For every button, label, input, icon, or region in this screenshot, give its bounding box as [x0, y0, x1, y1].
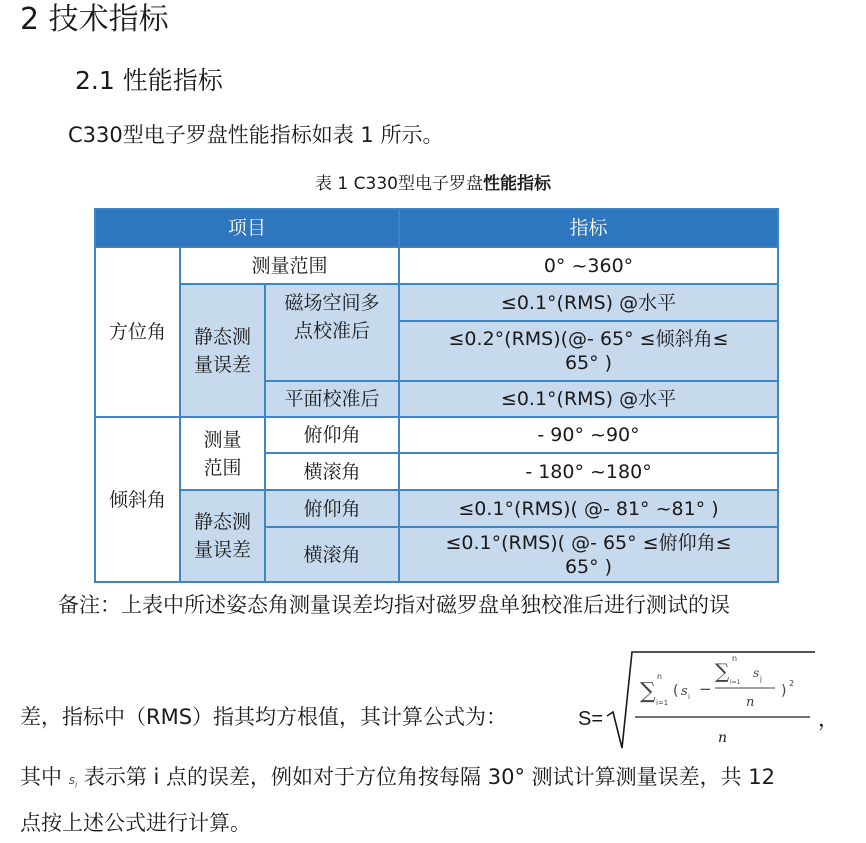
table-row: [95, 417, 778, 453]
si-subscript: i: [74, 780, 78, 790]
formula-comma: ，: [818, 707, 839, 731]
radical-sign: [607, 652, 815, 748]
tilt-error-label: 静态测量误差: [180, 490, 265, 582]
tilt-range-label: 测量范围: [180, 417, 265, 490]
subsection-heading: 2.1 性能指标: [75, 66, 223, 95]
var-s: s: [681, 684, 688, 699]
rms-formula: [578, 648, 820, 753]
open-paren: (: [673, 683, 679, 699]
minus-sign: −: [699, 680, 712, 698]
inner-sum-lower: i=1: [730, 679, 741, 686]
tilt-pitch-error-label: 俯仰角: [265, 490, 399, 527]
tilt-roll-error-label: 横滚角: [265, 527, 399, 582]
si-symbol: [68, 773, 78, 790]
outer-sum-lower: i=1: [656, 699, 669, 707]
var-s-sub: i: [688, 693, 690, 701]
table-row: [95, 284, 778, 321]
azimuth-multipoint-label: 磁场空间多点校准后: [265, 284, 399, 381]
table-caption: [0, 171, 866, 197]
inner-var-s: s: [753, 666, 760, 680]
line3-prefix: 其中: [20, 765, 62, 789]
inner-denominator: n: [746, 695, 755, 710]
tilt-roll-range: - 180° ~180°: [399, 453, 778, 490]
azimuth-multipoint-value-a: ≤0.1°(RMS) @水平: [399, 284, 778, 321]
explanation-line-end: 点按上述公式进行计算。: [20, 811, 251, 835]
table-header-row: [95, 209, 778, 247]
azimuth-range-label: 测量范围: [180, 247, 399, 284]
caption-bold: 性能指标: [482, 174, 551, 194]
tilt-group-cell: 倾斜角: [95, 417, 180, 582]
inner-sum-upper: n: [732, 654, 738, 663]
line3-suffix: 表示第 i 点的误差，例如对于方位角按每隔 30° 测试计算测量误差，共 12: [83, 765, 776, 789]
tilt-roll-error: ≤0.1°(RMS)( @- 65° ≤俯仰角≤ 65° ): [399, 527, 778, 582]
table-row: [95, 490, 778, 527]
tilt-pitch-label: 俯仰角: [265, 417, 399, 453]
square-exponent: 2: [789, 679, 795, 688]
formula-lhs: S=: [578, 708, 604, 730]
azimuth-plane-value: ≤0.1°(RMS) @水平: [399, 381, 778, 417]
note-line-1: 备注：上表中所述姿态角测量误差均指对磁罗盘单独校准后进行测试的误: [58, 593, 730, 617]
intro-paragraph: C330型电子罗盘性能指标如表 1 所示。: [68, 123, 444, 147]
azimuth-range-value: 0° ~360°: [399, 247, 778, 284]
inner-var-s-sub: j: [760, 675, 762, 683]
azimuth-multipoint-value-b: ≤0.2°(RMS)(@- 65° ≤倾斜角≤ 65° ): [399, 321, 778, 381]
spec-table: [94, 208, 779, 583]
azimuth-error-label: 静态测量误差: [180, 284, 265, 417]
explanation-line: [20, 760, 775, 802]
header-spec: 指标: [399, 209, 778, 247]
azimuth-plane-label: 平面校准后: [265, 381, 399, 417]
table-row: [95, 247, 778, 284]
header-item: 项目: [95, 209, 399, 247]
tilt-pitch-range: - 90° ~90°: [399, 417, 778, 453]
tilt-roll-label: 横滚角: [265, 453, 399, 490]
section-heading: 2 技术指标: [20, 2, 169, 37]
inner-sigma-icon: ∑: [715, 659, 730, 683]
outer-sigma-icon: ∑: [640, 679, 656, 704]
tilt-pitch-error: ≤0.1°(RMS)( @- 81° ~81° ): [399, 490, 778, 527]
outer-sum-upper: n: [657, 672, 663, 681]
main-denominator: n: [718, 730, 728, 746]
close-paren: ): [781, 683, 787, 699]
caption-prefix: 表 1 C330型电子罗盘: [315, 174, 483, 194]
si-letter: s: [68, 773, 75, 787]
note-line-2: 差，指标中（RMS）指其均方根值，其计算公式为：: [20, 705, 508, 729]
azimuth-group-cell: 方位角: [95, 247, 180, 417]
